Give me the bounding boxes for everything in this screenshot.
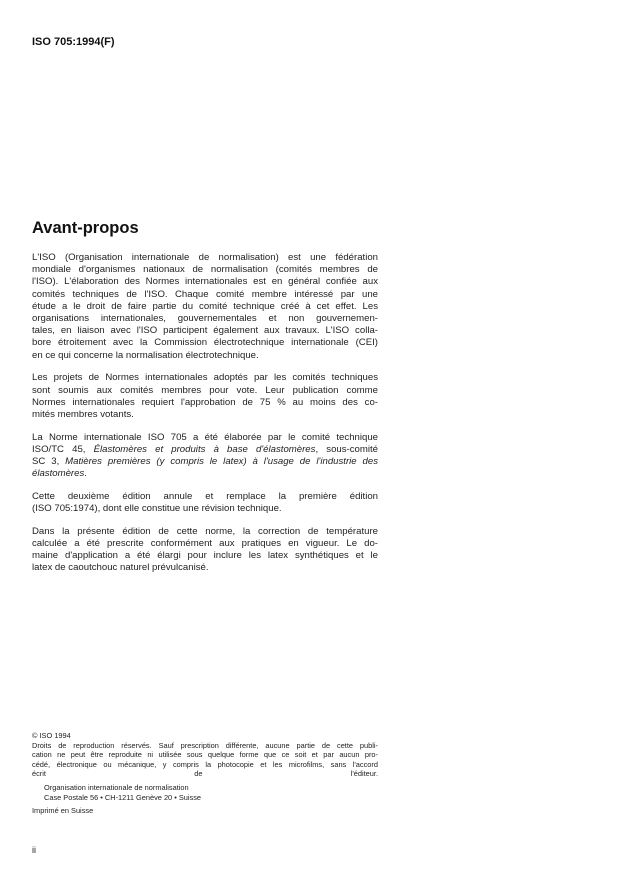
rights-line: écrit de l'éditeur. [32,769,378,779]
text-segment: bore étroitement avec la Commission électrotechnique internationale (CEI) [32,337,378,349]
text-segment: Normes internationales requiert l'approbation de 75 % au moins des co- [32,396,378,408]
rights-line: cédé, électronique ou mécanique, y compris la photocopie et les microfilms, sans l'accord [32,759,378,769]
text-segment: Les projets de Normes internationales adoptés par les comités techniques [32,372,378,384]
text-segment: étude a le droit de faire partie du comité technique créé à cet effet. Les [32,300,378,312]
copyright-notice [32,731,378,816]
organization-name: Organisation internationale de normalisation [44,782,189,792]
text-line [32,337,378,349]
text-segment: . [84,468,87,480]
text-segment: sont soumis aux comités membres pour vote. Leur publication comme [32,384,378,396]
text-line [32,289,378,301]
text-line [32,385,378,397]
text-line [32,538,378,550]
text-segment: calculée a été prescrite conformément aux pratiques en vigueur. Le do- [32,538,378,550]
text-line [32,503,378,515]
text-segment: mondiale d'organismes nationaux de normalisation (comités membres de [32,264,378,276]
rights-line: Droits de reproduction réservés. Sauf prescription différente, aucune partie de cette publi- [32,740,378,750]
text-segment: tales, en liaison avec l'ISO participent également aux travaux. L'ISO colla- [32,325,378,337]
text-segment: L'ISO (Organisation internationale de normalisation) est une fédération [32,252,378,263]
text-segment: maine d'application a été élargi pour inclure les latex synthétiques et le [32,550,378,562]
text-line [32,456,378,468]
text-segment: ISO/TC 45, [32,443,94,455]
text-line [32,432,378,444]
text-line [32,325,378,337]
text-segment: l'ISO). L'élaboration des Normes internationales est en général confiée aux [32,276,378,288]
printed-in: Imprimé en Suisse [32,806,94,816]
text-segment: comités techniques de l'ISO. Chaque comité membre intéressé par une [32,288,378,300]
text-segment: Cette deuxième édition annule et remplace la première édition [32,490,378,502]
text-line [32,264,378,276]
text-segment: organisations internationales, gouvernementales et non gouvernemen- [32,313,378,325]
text-line [32,444,378,456]
text-line [32,313,378,325]
paragraph [32,526,378,575]
foreword-body [32,252,378,585]
text-line [32,301,378,313]
text-segment: La Norme internationale ISO 705 a été élaborée par le comité technique [32,431,378,443]
text-line [32,350,378,362]
text-segment: mités membres votants. [32,408,134,420]
text-segment: Dans la présente édition de cette norme, la correction de température [32,525,378,537]
text-line [32,526,378,538]
text-line [32,252,378,264]
italic-text: élastomères [32,468,85,480]
text-line [32,491,378,503]
text-segment: (ISO 705:1974), dont elle constitue une révision technique. [32,503,282,515]
page-number: ii [32,845,36,855]
section-title: Avant-propos [32,219,139,237]
text-segment: latex de caoutchouc naturel prévulcanisé. [32,562,209,574]
text-line [32,409,378,421]
text-line [32,468,378,480]
italic-text: Élastomères et produits à base d'élastomères [93,443,316,455]
text-segment: SC 3, [32,456,66,468]
text-line [32,276,378,288]
text-line [32,550,378,562]
paragraph [32,432,378,481]
text-segment: en ce qui concerne la normalisation électrotechnique. [32,349,259,361]
italic-text: Matières premières (y compris le latex) à l'usage de l'industrie des [65,456,378,468]
paragraph [32,252,378,362]
copyright-line: © ISO 1994 [32,731,71,740]
text-line [32,562,378,574]
paragraph [32,491,378,515]
document-header-id: ISO 705:1994(F) [32,36,115,48]
text-segment: , sous-comité [315,443,378,455]
text-line [32,372,378,384]
paragraph [32,372,378,421]
organization-address: Case Postale 56 • CH-1211 Genève 20 • Suisse [44,792,202,802]
text-line [32,397,378,409]
rights-line: cation ne peut être reproduite ni utilisée sous quelque forme que ce soit et par aucun pro- [32,750,378,760]
